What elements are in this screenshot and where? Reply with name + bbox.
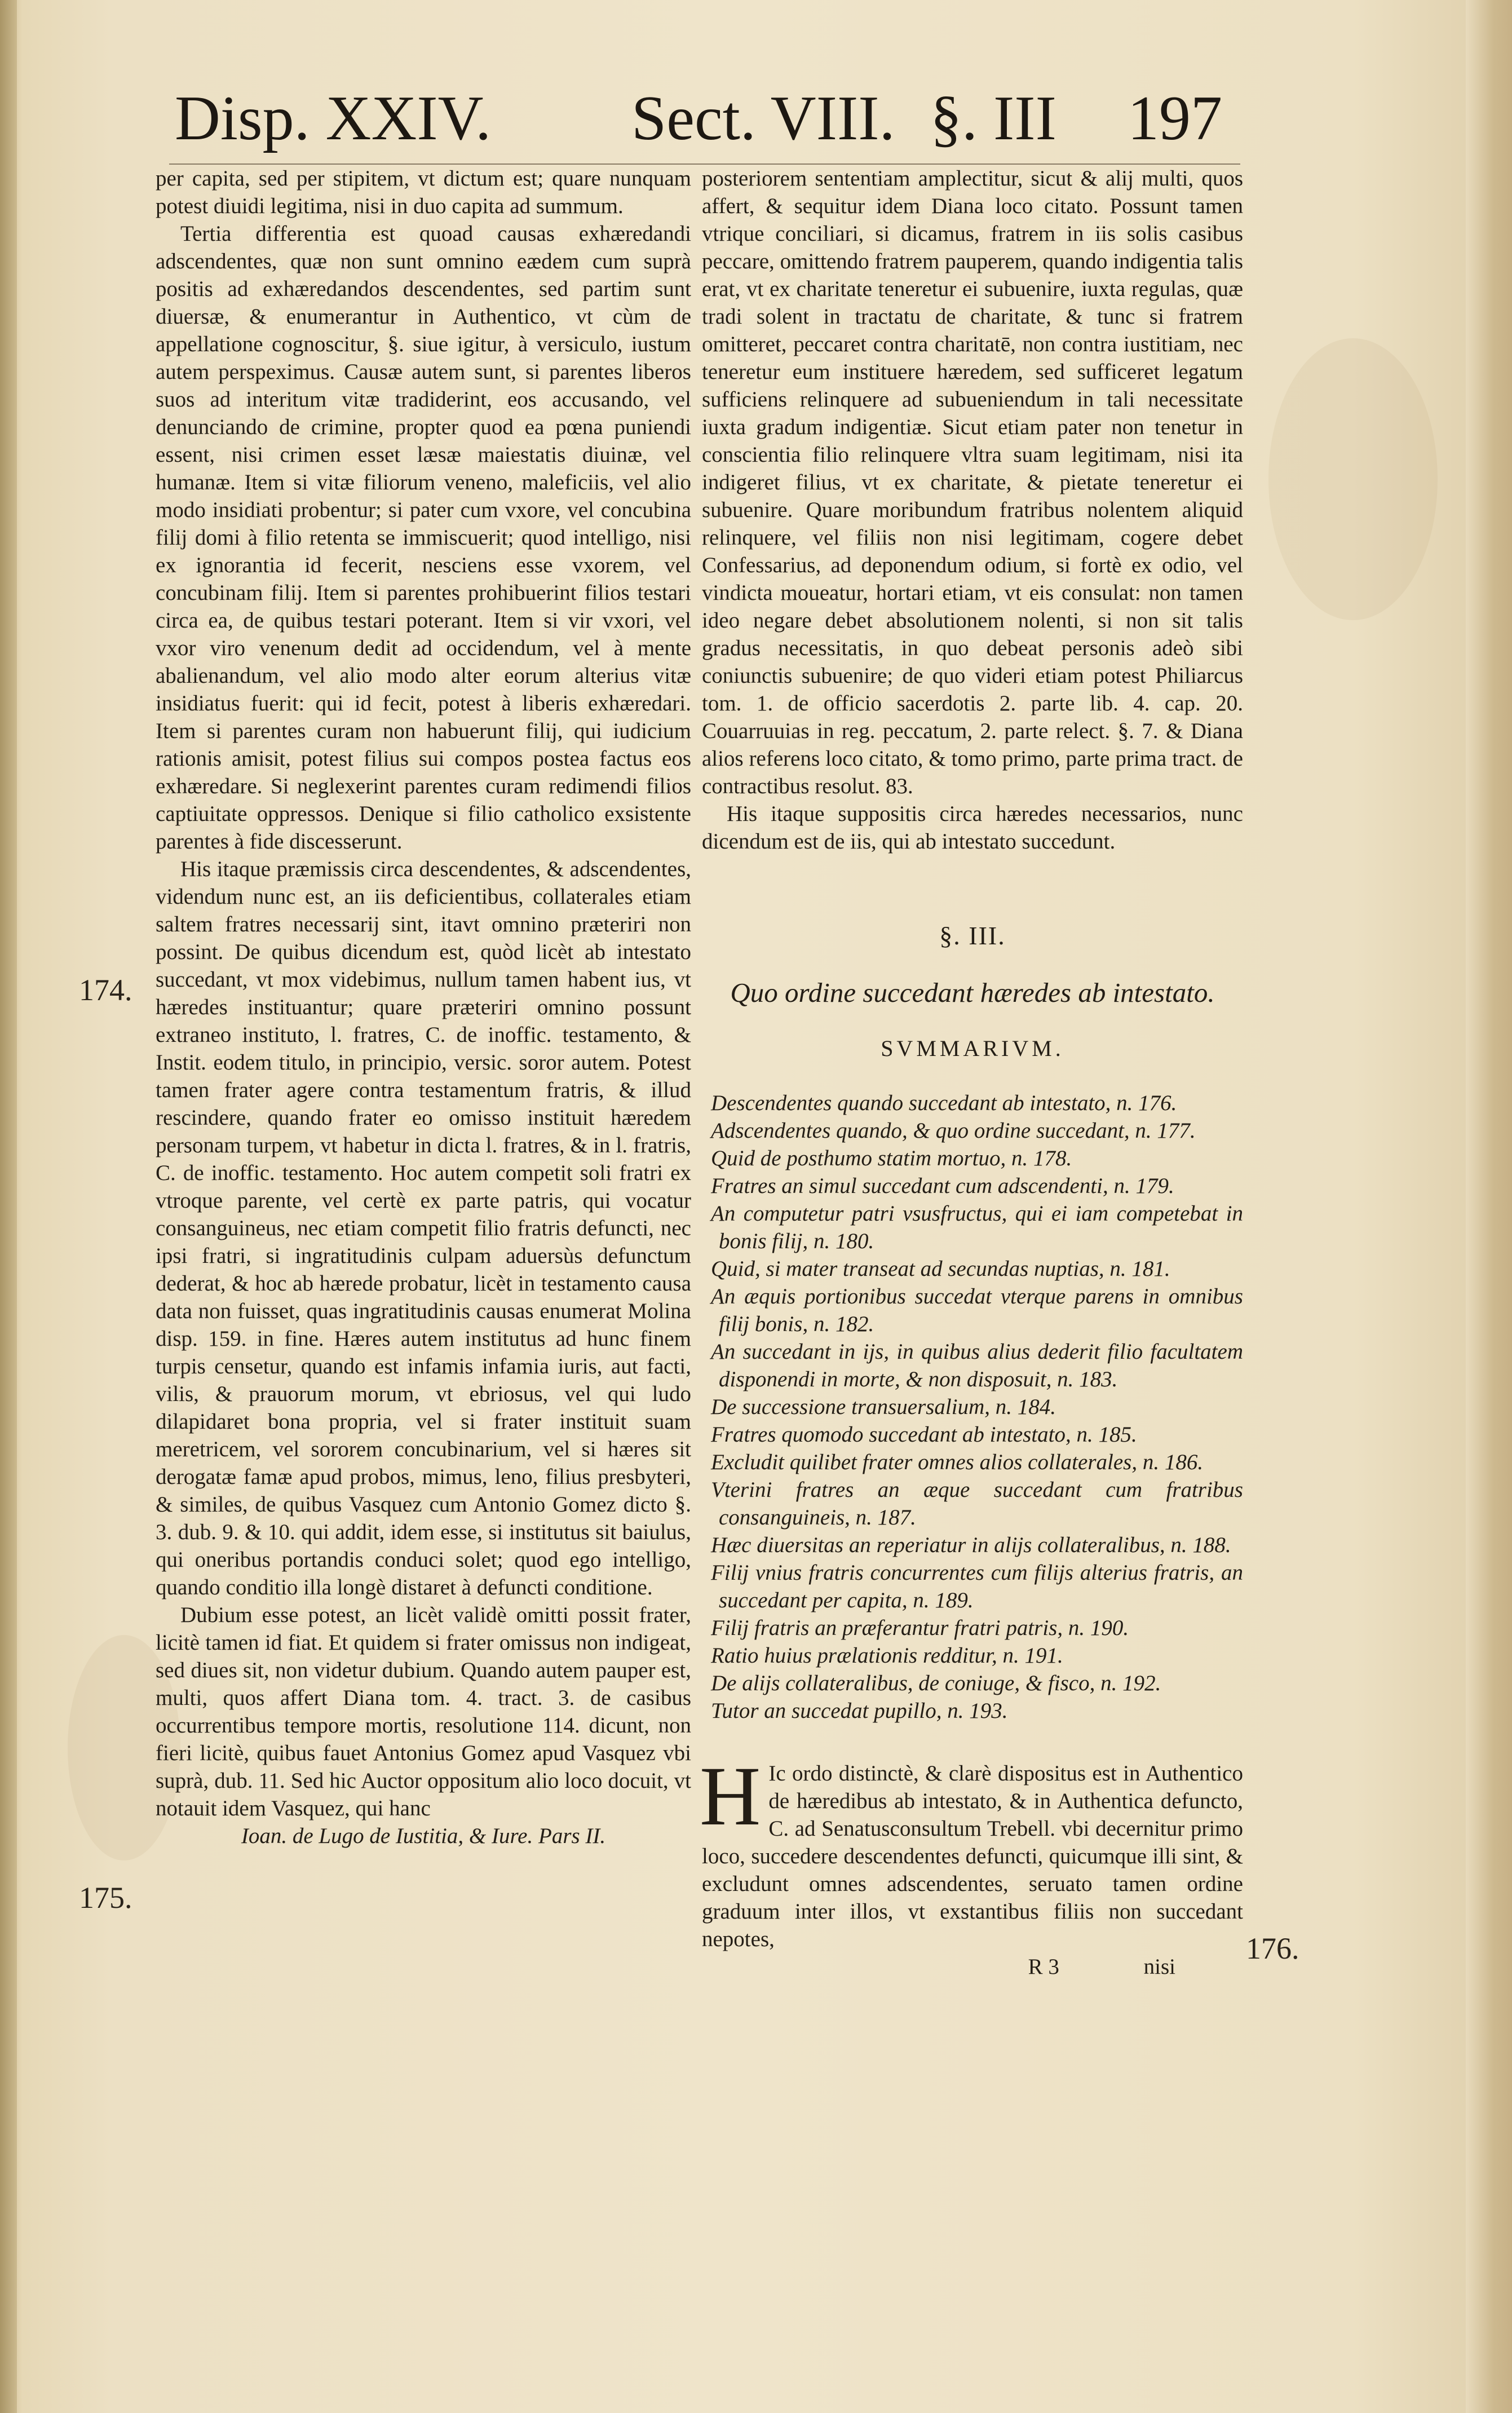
paragraph: posteriorem sententiam amplectitur, sicut & alij multi, quos affert, & sequitur idem Diana loco citato. Possunt tamen vtrique conciliari, si dicamus, fratrem in iis solis casibus peccare, omittendo fratrem pauperem, quando indigentia talis erat, vt ex charitate teneretur ei subuenire, iuxta regulas, quæ tradi solent in tractatu de charitate, & tunc si fratrem omitteret, peccaret contra charitatē, non contra iustitiam, nec teneretur eum instituere hæredem, sed sufficeret legatum sufficiens relinquere ad subueniendum in tali necessitate iuxta gradum indigentiæ. Sicut etiam pater non tenetur in conscientia filio relinquere vltra suam legitimam, nisi ita indigeret filius, vt ex charitate, & pietate teneretur ei subuenire. Quare moribundum fratribus nolentem aliquid relinquere, vel filiis non nisi legitimam, cogere debet Confessarius, ad deponendum odium, si fortè ex odio, vel vindicta moueatur, hortari etiam, vt eis consulat: non tamen ideo negare debet absolutionem nolenti, si non sit talis gradus necessitatis, in quo debeat personis adeò sibi coniunctis subuenire; de quo videri etiam potest Philiarcus tom. 1. de officio sacerdotis 2. parte lib. 4. cap. 20. Couarruuias in reg. peccatum, 2. parte relect. §. 7. & Diana alios referens loco citato, & tomo primo, parte prima tract. de contractibus resolut. 83. [702, 166, 1243, 798]
drop-capital: H [700, 1749, 761, 1843]
paragraph: His itaque præmissis circa descendentes, & adscendentes, videndum nunc est, an iis deficientibus, collaterales etiam saltem fratres necessarij sint, itavt omnino præteriri non possint. De quibus dicendum est, quòd licèt ab intestato succedant, vt mox videbimus, nullum tamen habent ius, vt hæredes instituantur; quare præteriri omnino possunt extraneo instituto, l. fratres, C. de inoffic. testamento, & Instit. eodem titulo, in principio, versic. soror autem. Potest tamen frater agere contra testamentum fratris, & illud rescindere, quando frater eo omisso instituit hæredem personam turpem, vt habetur in dicta l. fratres, & in l. fratris, C. de inoffic. testamento. Hoc autem competit soli fratri ex vtroque parente, vel certè ex parte patris, qui vocatur consanguineus, nec etiam competit filio fratris defuncti, nec ipsi fratri, si ingratitudinis culpam aduersùs defunctum dederat, & hoc ab hærede probatur, licèt in testamento causa data non fuisset, quas ingratitudinis causas enumerat Molina disp. 159. in fine. Hæres autem institutus ad hunc finem turpis censetur, quando est infamis infamia iuris, aut facti, vilis, & prauorum morum, vt ebriosus, vel qui ludo dilapidaret bona propria, vel si frater instituit suam meretricem, vel sororem concubinarium, vel si hæres sit derogatæ famæ apud probos, mimus, leno, filius presbyteri, & similes, de quibus Vasquez cum Antonio Gomez dicto §. 3. dub. 9. & 10. qui addit, idem esse, si institutus sit baiulus, qui oneribus portandis conduci solet; quod ego intelligo, quando conditio illa longè distaret à defuncti conditione. [156, 857, 691, 1599]
summarium-item: Hæc diuersitas an reperiatur in alijs collateralibus, n. 188. [711, 1533, 1231, 1557]
paragraph: Tertia differentia est quoad causas exhæredandi adscendentes, quæ non sunt omnino eædem cum suprà positis ad exhæredandos descendentes, sed partim sunt diuersæ, & enumerantur in Authentico, vt cùm de appellatione cognoscitur, §. siue igitur, à versiculo, iustum autem perspeximus. Causæ autem sunt, si parentes liberos suos ad interitum vitæ tradiderint, eos accusando, vel denunciando de crimine, propter quod ea pœna puniendi essent, nisi crimen esset læsæ maiestatis diuinæ, vel humanæ. Item si vitæ filiorum veneno, maleficiis, vel alio modo insidiati probentur; si pater cum vxore, vel concubina filij domi à filio retenta se immiscuerit; quod intelligo, nisi ex ignorantia id fecerit, nesciens esse vxorem, vel concubinam filij. Item si parentes prohibuerint filios testari circa ea, de quibus testari poterant. Item si vir vxori, vel vxor viro venenum dedit ad occidendum, vel à mente abalienandum, vel alio modo alter eorum alterius vitæ insidiatus fuerit: qui id fecit, potest à liberis exhæredari. Item si parentes curam non habuerunt filij, qui iudicium rationis amisit, potest filius sui compos postea factus eos exhæredare. Si neglexerint parentes curam redimendi filios captiuitate oppressos. Denique si filio catholico exsistente parentes à fide discesserunt. [156, 222, 691, 854]
page-number: 197 [1128, 83, 1222, 153]
paragraph: Dubium esse potest, an licèt validè omitti possit frater, licitè tamen id fiat. Et quidem si frater omissus non indigeat, sed diues sit, non videtur dubium. Quando autem pauper est, multi, quos affert Diana tom. 4. tract. 3. de casibus occurrentibus tempore mortis, resolutione 114. dicunt, non fieri licitè, quibus fauet Antonius Gomez apud Vasquez vbi suprà, dub. 11. Sed hic Auctor oppositum alio loco docuit, vt notauit idem Vasquez, qui hanc [156, 1603, 691, 1820]
paragraph: Ic ordo distinctè, & clarè dispositus est in Authentico de hæredibus ab intestato, & in Authentica defuncto, C. ad Senatusconsultum Trebell. vbi decernitur primo loco, succedere descendentes defuncti, quicumque illi sint, & excludunt omnes adscendentes, seruato tamen ordine graduum inter illos, vt exstantibus filiis non succedant nepotes, [702, 1761, 1243, 1951]
summarium-item: Vterini fratres an æque succedant cum fratribus consanguineis, n. 187. [711, 1478, 1243, 1530]
header-disputation: Disp. XXIV. [175, 83, 492, 153]
paragraph: per capita, sed per stipitem, vt dictum est; quare nunquam potest diuidi legitima, nisi in duo capita ad summum. [156, 166, 691, 218]
summarium-item: Tutor an succedat pupillo, n. 193. [711, 1699, 1008, 1723]
summarium-item: De alijs collateralibus, de coniuge, & fisco, n. 192. [711, 1671, 1161, 1695]
summarium-item: An succedant in ijs, in quibus alius dederit filio facultatem disponendi in morte, & non disposuit, n. 183. [711, 1340, 1243, 1391]
summarium-item: Fratres quomodo succedant ab intestato, n. 185. [711, 1422, 1137, 1447]
footer-title-line: Ioan. de Lugo de Iustitia, & Iure. Pars II. [241, 1824, 606, 1848]
summarium-item: An æquis portionibus succedat vterque parens in omnibus filij bonis, n. 182. [711, 1284, 1243, 1336]
left-column [156, 165, 691, 1850]
page-edge [1466, 0, 1512, 2413]
header-paragraph: §. III [930, 83, 1056, 153]
summarium-item: An computetur patri vsusfructus, qui ei iam competebat in bonis filij, n. 180. [711, 1201, 1243, 1253]
binding-gutter [0, 0, 17, 2413]
margin-number-174: 174. [79, 973, 132, 1007]
paper-stain [1268, 338, 1438, 620]
margin-number-176: 176. [1246, 1932, 1299, 1965]
summarium-item: Ratio huius prælationis redditur, n. 191. [711, 1643, 1063, 1668]
summarium-item: Quid de posthumo statim mortuo, n. 178. [711, 1146, 1072, 1170]
summarium-item: Descendentes quando succedant ab intestato, n. 176. [711, 1091, 1177, 1115]
summarium-item: Adscendentes quando, & quo ordine succedant, n. 177. [711, 1119, 1196, 1143]
paragraph: His itaque suppositis circa hæredes necessarios, nunc dicendum est de iis, qui ab intestato succedunt. [702, 802, 1243, 854]
signature: R 3 [1028, 1955, 1059, 1979]
summarium-item: Filij vnius fratris concurrentes cum filijs alterius fratris, an succedant per capita, n. 189. [711, 1561, 1243, 1612]
section-sign: §. III. [939, 921, 1006, 950]
right-column [702, 165, 1243, 1981]
summarium-list [702, 1089, 1243, 1725]
header-section: Sect. VIII. [631, 83, 895, 153]
section-body [700, 1749, 1243, 1981]
summarium-item: De successione transuersalium, n. 184. [711, 1395, 1056, 1419]
summarium-item: Quid, si mater transeat ad secundas nuptias, n. 181. [711, 1257, 1170, 1281]
catchword: nisi [1143, 1955, 1175, 1979]
margin-number-175: 175. [79, 1881, 132, 1915]
summarium-heading: SVMMARIVM. [881, 1036, 1064, 1061]
summarium-item: Fratres an simul succedant cum adscendenti, n. 179. [711, 1174, 1174, 1198]
running-header [175, 79, 1246, 158]
section-title: Quo ordine succedant hæredes ab intestato. [730, 977, 1215, 1008]
summarium-item: Filij fratris an præferantur fratri patris, n. 190. [711, 1616, 1129, 1640]
summarium-item: Excludit quilibet frater omnes alios collaterales, n. 186. [711, 1450, 1204, 1474]
signature-mark [702, 1953, 1243, 1981]
